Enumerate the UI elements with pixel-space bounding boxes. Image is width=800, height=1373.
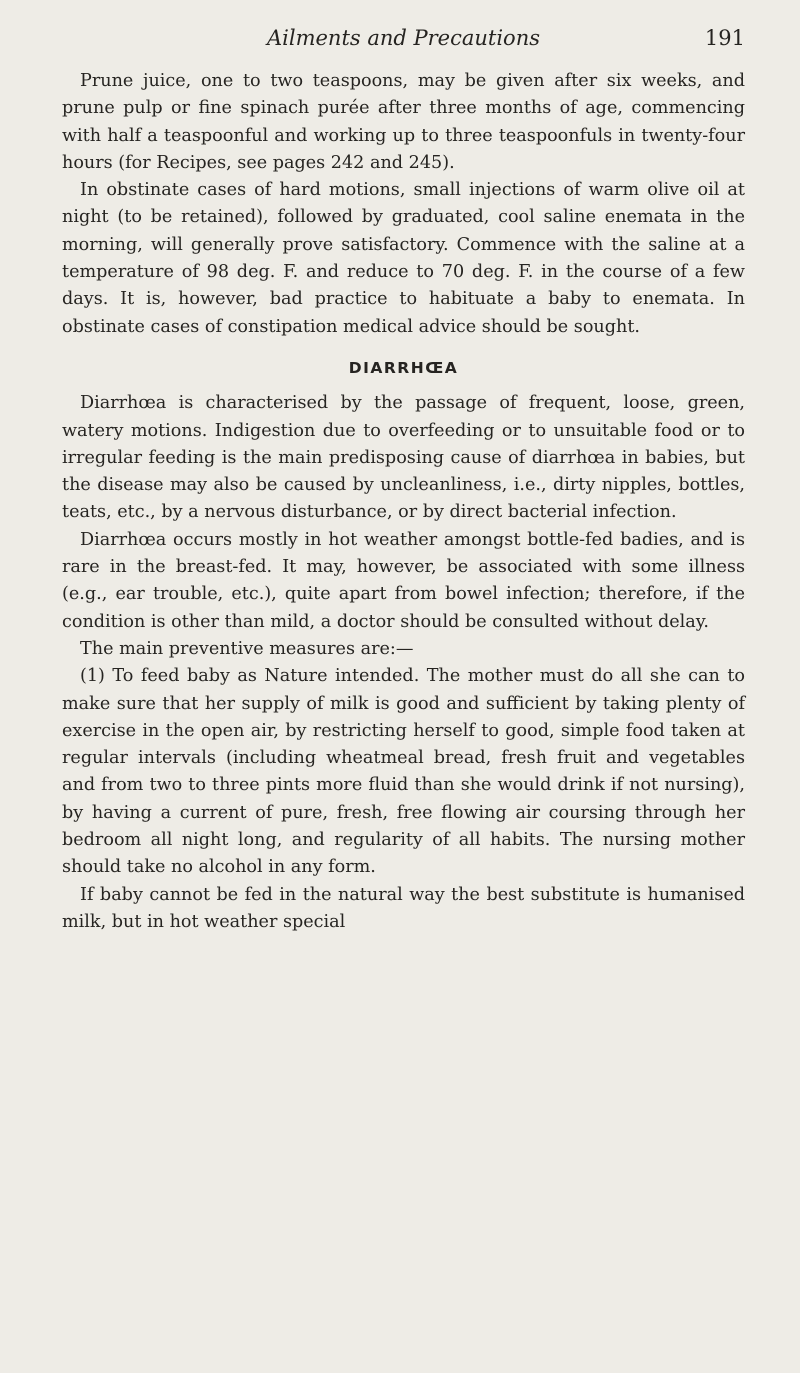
running-title: Ailments and Precautions (266, 26, 541, 50)
page-number: 191 (704, 26, 745, 50)
paragraph-preventive-measures: The main preventive measures are:— (80, 638, 414, 659)
paragraph-diarrhoea-occurrence: Diarrhœa occurs mostly in hot weather amongst bottle-fed badies, and is rare in the breast-fed. It may, however, be associated with some illness (e.g., ear trouble, etc.), quite apart from bowel infection; therefore, if the condition is other than mild, a doctor should be consulted without delay. (62, 529, 745, 632)
running-head (62, 22, 745, 58)
paragraph-obstinate-cases: In obstinate cases of hard motions, small injections of warm olive oil at night (to be retained), followed by graduated, cool saline enemata in the morning, will generally prove satisfactory. Commence with the saline at a temperature of 98 deg. F. and reduce to 70 deg. F. in the course of a few days. It is, however, bad practice to habituate a baby to enemata. In obstinate cases of constipation medical advice should be sought. (62, 180, 745, 337)
body-text (62, 68, 745, 936)
paragraph-measure-one: (1) To feed baby as Nature intended. The mother must do all she can to make sure that her supply of milk is good and sufficient by taking plenty of exercise in the open air, by restricting herself to good, simple food taken at regular intervals (including wheatmeal bread, fresh fruit and vegetables and from two to three pints more fluid than she would drink if not nursing), by having a current of pure, fresh, free flowing air coursing through her bedroom all night long, and regularity of all habits. The nursing mother should take no alcohol in any form. (62, 666, 745, 878)
paragraph-diarrhoea-definition: Diarrhœa is characterised by the passage of frequent, loose, green, watery motions. Indigestion due to overfeeding or to unsuitable food or to irregular feeding is the main predisposing cause of diarrhœa in babies, but the disease may also be caused by uncleanliness, i.e., dirty nipples, bottles, teats, etc., by a nervous disturbance, or by direct bacterial infection. (62, 393, 745, 523)
section-heading: DIARRHŒA (348, 358, 459, 377)
paragraph-prune-juice: Prune juice, one to two teaspoons, may be given after six weeks, and prune pulp or fine spinach purée after three months of age, commencing with half a teaspoonful and working up to three teaspoonfuls in twenty-four hours (for Recipes, see pages 242 and 245). (62, 71, 745, 173)
book-page (62, 22, 745, 936)
paragraph-substitute: If baby cannot be fed in the natural way the best substitute is humanised milk, but in hot weather special (62, 884, 745, 932)
